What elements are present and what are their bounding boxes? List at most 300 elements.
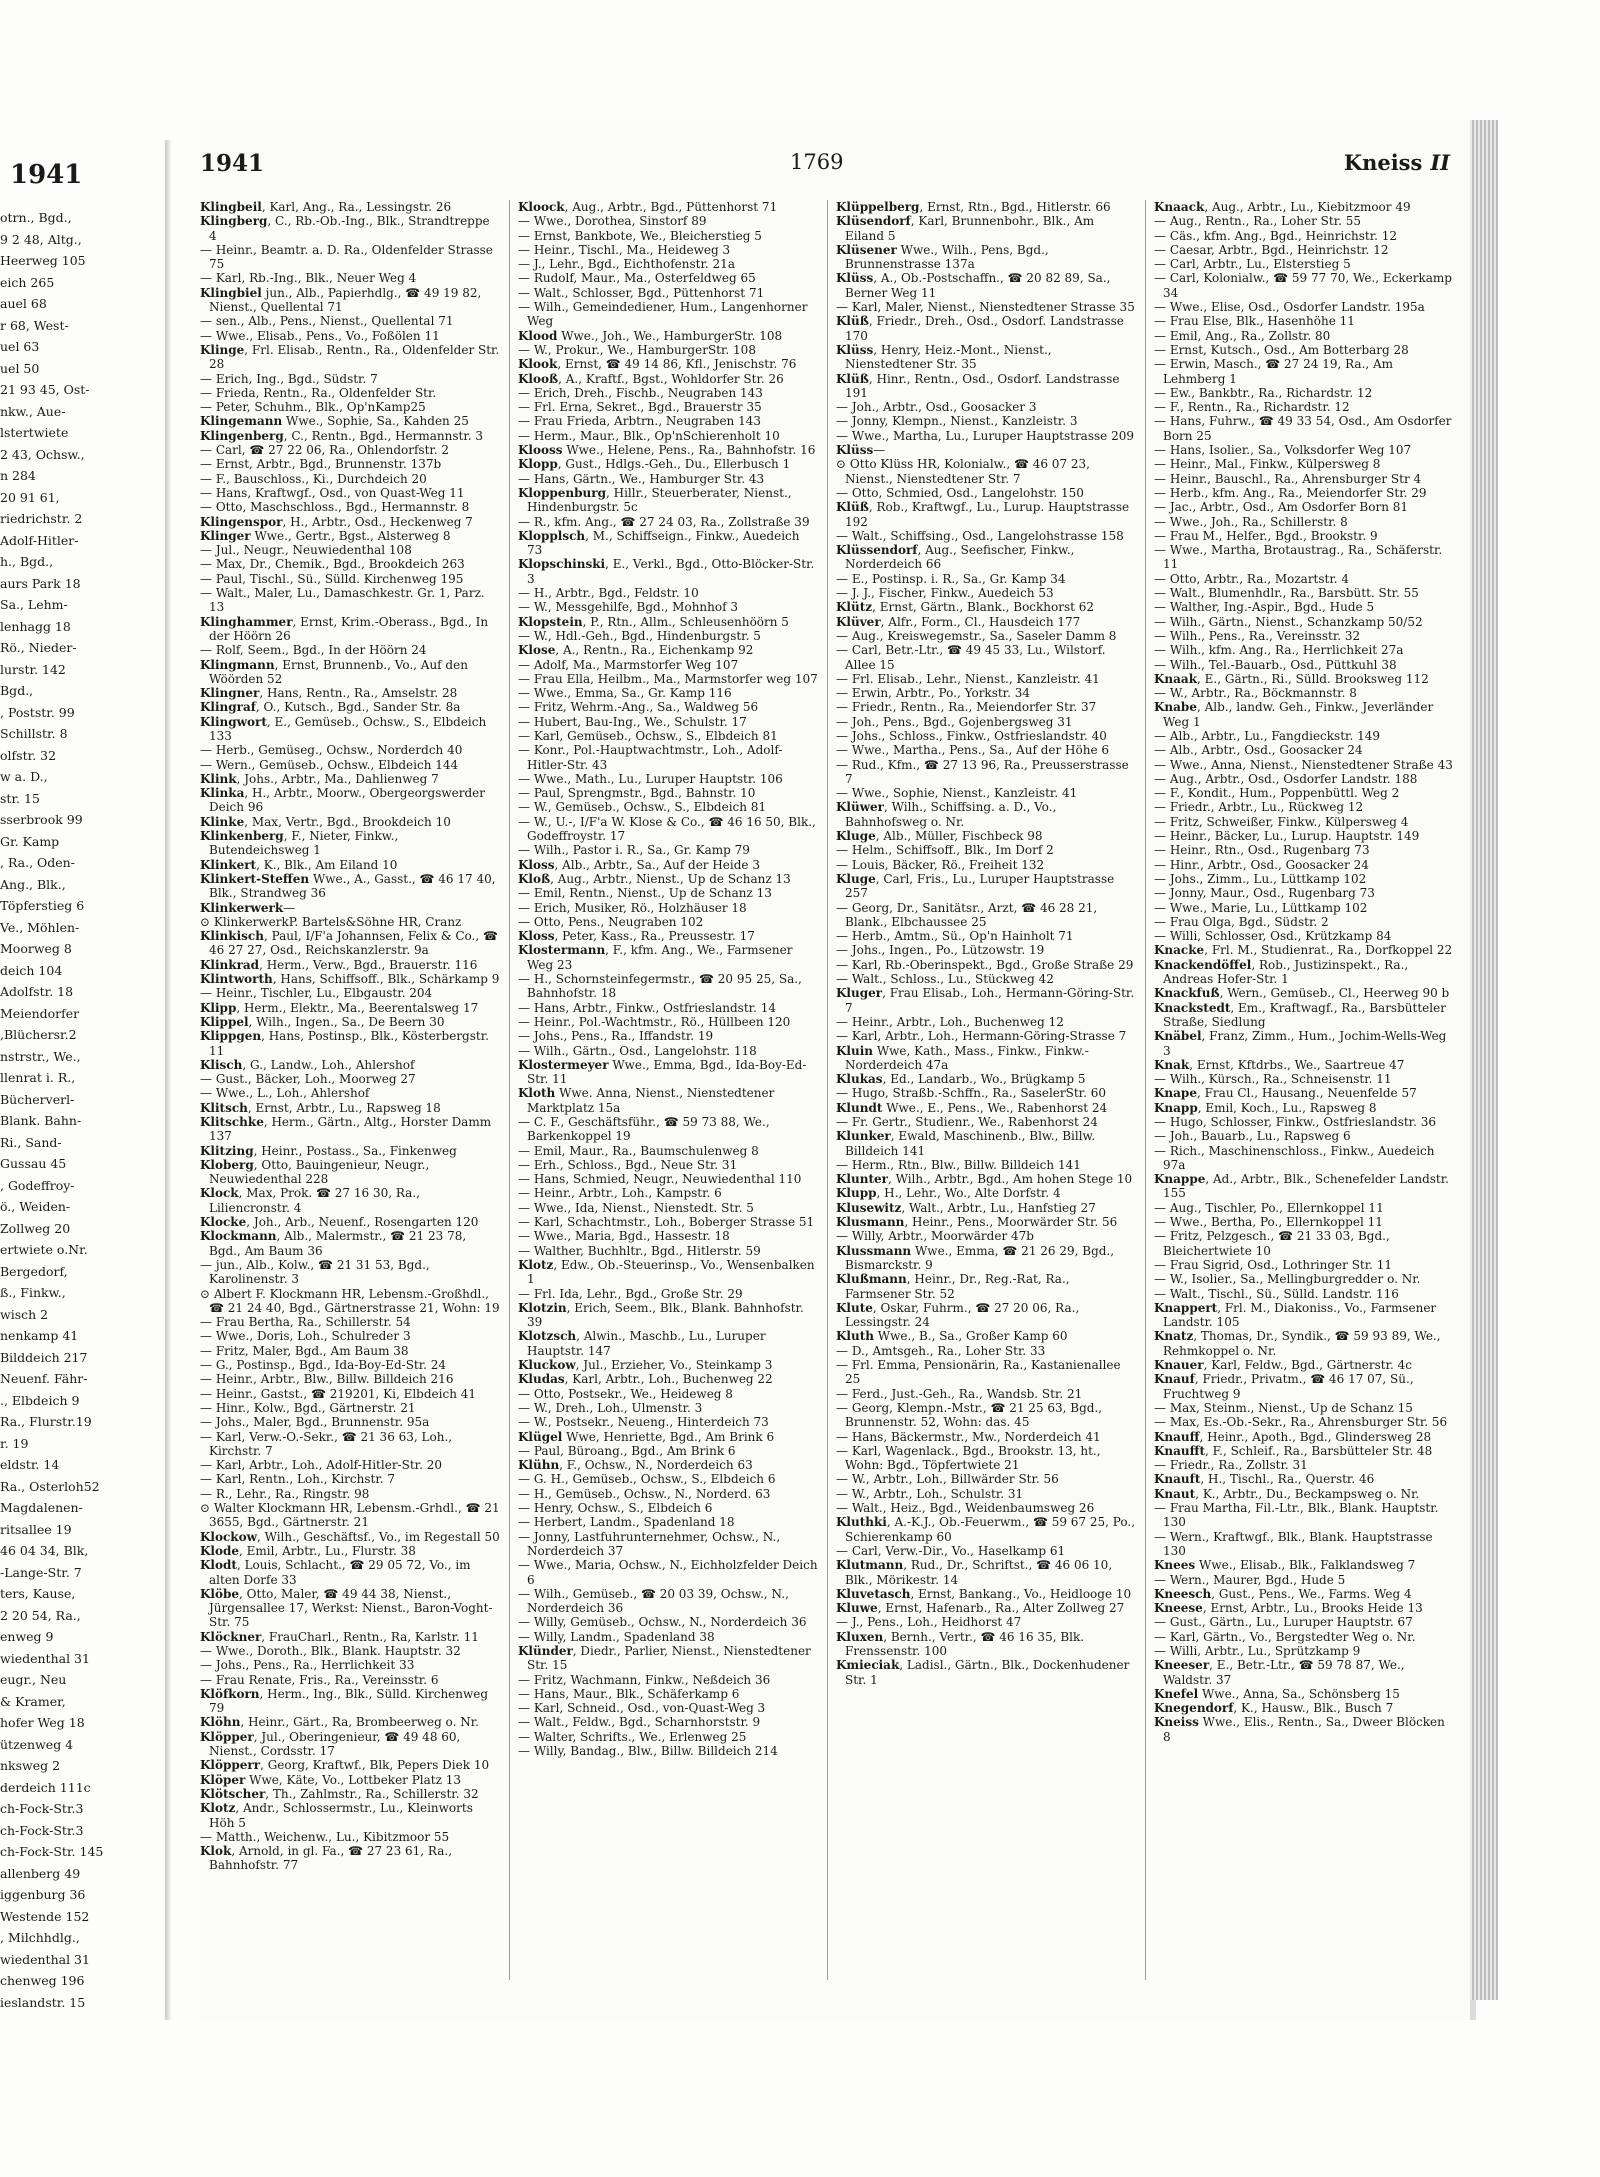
left-page-line: 20 91 61, (0, 489, 60, 505)
directory-entry (200, 1658, 500, 1672)
entry-details: , Heinr., Gärt., Ra, Brombeerweg o. Nr. (240, 1715, 479, 1730)
directory-entry (836, 572, 1136, 586)
entry-details: , Ernst, Krim.-Oberass., Bgd., In der Höörn 26 (209, 614, 489, 643)
entry-details: — Heinr., Pol.-Wachtmstr., Rö., Hüllbeen 120 (518, 1014, 791, 1029)
directory-entry (836, 1658, 1136, 1687)
directory-entry (1154, 886, 1454, 900)
left-page-line: , Ra., Oden- (0, 855, 75, 870)
left-page-line: Rö., Nieder- (0, 640, 77, 655)
left-page-line: Bergedorf, (0, 1263, 68, 1279)
entry-details: — Erich, Dreh., Fischb., Neugraben 143 (518, 385, 763, 400)
entry-surname: Klüver (836, 614, 881, 629)
directory-entry (200, 1787, 500, 1801)
entry-details: Wwe., B., Sa., Großer Kamp 60 (873, 1329, 1068, 1344)
directory-entry (200, 1487, 500, 1501)
entry-details: , FrauCharl., Rentn., Ra, Karlstr. 11 (261, 1629, 479, 1644)
entry-details: , Th., Zahlmstr., Ra., Schillerstr. 32 (265, 1786, 479, 1801)
directory-entry (200, 643, 500, 657)
directory-entry (518, 1329, 818, 1358)
entry-details: — Karl, Rb.-Oberinspekt., Bgd., Große Straße 29 (836, 957, 1134, 972)
left-page-line: n 284 (0, 468, 36, 483)
directory-entry (1154, 515, 1454, 529)
entry-details: — Hinr., Arbtr., Osd., Goosacker 24 (1154, 857, 1369, 872)
directory-entry (200, 386, 500, 400)
entry-details: — Frau M., Helfer., Bgd., Brookstr. 9 (1154, 528, 1378, 543)
directory-entry (518, 943, 818, 972)
directory-entry (200, 429, 500, 443)
entry-details: , Frl. Elisab., Rentn., Ra., Oldenfelder Str. 28 (209, 342, 500, 372)
entry-details: , Joh., Arb., Neuenf., Rosengarten 120 (246, 1215, 479, 1230)
directory-entry (1154, 1615, 1454, 1629)
entry-details: — Georg, Klempn.-Mstr., ☎ 21 25 63, Bgd., Brunnenstr. 52, Wohn: das. 45 (836, 1400, 1103, 1430)
entry-details: , F., Nieter, Finkw., Butendeichsweg 1 (209, 829, 399, 858)
directory-entry (1154, 915, 1454, 929)
entry-details: , Herm., Verw., Bgd., Brauerstr. 116 (259, 957, 478, 972)
directory-entry (518, 400, 818, 414)
entry-details: — Heinr., Rtn., Osd., Rugenbarg 73 (1154, 843, 1370, 858)
directory-entry (200, 1158, 500, 1187)
entry-surname: Knappe (1154, 1172, 1206, 1187)
entry-surname: Knegendorf (1154, 1701, 1234, 1716)
directory-entry (518, 1715, 818, 1729)
entry-details: , Herm., Gärtn., Altg., Horster Damm 137 (209, 1115, 492, 1144)
left-page-line: ch-Fock-Str.3 (0, 1801, 84, 1816)
directory-entry (518, 815, 818, 844)
directory-entry (518, 1044, 818, 1058)
entry-details: — Frau Sigrid, Osd., Lothringer Str. 11 (1154, 1257, 1393, 1272)
entry-surname: Klotzsch (518, 1329, 577, 1344)
entry-details: — Willy, Arbtr., Moorwärder 47b (836, 1229, 1034, 1244)
entry-surname: Klinkerwerk (200, 900, 284, 915)
entry-details: — Wilh., Pastor i. R., Sa., Gr. Kamp 79 (518, 843, 750, 858)
left-page-line: 2 43, Ochsw., (0, 446, 85, 462)
directory-entry (1154, 543, 1454, 572)
directory-entry (1154, 858, 1454, 872)
directory-entry (1154, 200, 1454, 214)
entry-details: — W., Prokur., We., HamburgerStr. 108 (518, 342, 756, 357)
entry-details: Wwe., E., Pens., We., Rabenhorst 24 (882, 1100, 1108, 1115)
directory-entry (200, 1415, 500, 1429)
entry-surname: Knaut (1154, 1486, 1196, 1501)
directory-entry (200, 1644, 500, 1658)
entry-details: — Ew., Bankbtr., Ra., Richardstr. 12 (1154, 385, 1373, 400)
left-page-line: Bilddeich 217 (0, 1349, 88, 1365)
directory-entry (1154, 1487, 1454, 1501)
directory-entry (518, 715, 818, 729)
entry-details: — Wilh., Gärtn., Nienst., Schanzkamp 50/52 (1154, 614, 1423, 629)
left-page-line: w a. D., (0, 769, 48, 784)
directory-entry (836, 1172, 1136, 1186)
left-page-line: lstertwiete (0, 425, 69, 440)
entry-details: , Ernst, Bankang., Vo., Heidlooge 10 (910, 1586, 1132, 1601)
directory-entry (1154, 271, 1454, 300)
directory-entry (518, 901, 818, 915)
entry-details: — Walt., Schiffsing., Osd., Langelohstrasse 158 (836, 528, 1124, 543)
entry-details: — Wwe., Maria, Ochsw., N., Eichholzfelder Deich 6 (518, 1558, 818, 1587)
entry-details: , Alb., landw. Geh., Finkw., Jeverländer Weg 1 (1163, 700, 1434, 729)
entry-details: — Wilh., Tel.-Bauarb., Osd., Püttkuhl 38 (1154, 657, 1397, 672)
directory-entry (200, 1544, 500, 1558)
entry-details: — Rud., Kfm., ☎ 27 13 96, Ra., Preusserstrasse 7 (836, 757, 1129, 786)
left-page-line: h., Bgd., (0, 554, 54, 569)
entry-surname: Kluge (836, 871, 876, 886)
directory-entry (1154, 1372, 1454, 1401)
directory-entry (1154, 300, 1454, 314)
entry-details: — Wwe., Doroth., Blk., Blank. Hauptstr. 32 (200, 1643, 461, 1658)
entry-details: — Herm., Maur., Blk., Op'nSchierenholt 10 (518, 428, 780, 443)
left-page-line: ch-Fock-Str. 145 (0, 1844, 104, 1859)
entry-surname: Knackstedt (1154, 1000, 1231, 1015)
directory-entry (518, 414, 818, 428)
entry-details: ⊙ Otto Klüss HR, Kolonialw., ☎ 46 07 23, Nienst., Nienstedtener Str. 7 (836, 457, 1090, 486)
directory-entry (836, 715, 1136, 729)
entry-details: , Ad., Arbtr., Blk., Schenefelder Landstr. 155 (1163, 1172, 1449, 1201)
directory-entry (200, 1258, 500, 1287)
entry-details: — Rudolf, Maur., Ma., Osterfeldweg 65 (518, 271, 756, 286)
entry-details: — Heinr., Beamtr. a. D. Ra., Oldenfelder Strasse 75 (200, 242, 493, 272)
directory-entry (1154, 1058, 1454, 1072)
entry-details: , Alb., Malermstr., ☎ 21 23 78, Bgd., Am Baum 36 (209, 1229, 467, 1258)
entry-details: — Max, Steinm., Nienst., Up de Schanz 15 (1154, 1400, 1413, 1415)
directory-entry (1154, 472, 1454, 486)
directory-entry (200, 686, 500, 700)
entry-details: Wwe., Sophie, Sa., Kahden 25 (282, 414, 469, 429)
directory-entry (1154, 1530, 1454, 1559)
entry-details: — Heinr., Tischler, Lu., Elbgaustr. 204 (200, 986, 433, 1001)
entry-details: — Wwe., L., Loh., Ahlershof (200, 1086, 370, 1101)
column-divider (1145, 200, 1146, 1980)
entry-surname: Knefel (1154, 1686, 1199, 1701)
entry-details: — F., Rentn., Ra., Richardstr. 12 (1154, 400, 1350, 415)
left-page-line: 46 04 34, Blk, (0, 1543, 89, 1558)
left-page-line: str. 15 (0, 790, 40, 806)
entry-details: — Aug., Arbtr., Osd., Osdorfer Landstr. 188 (1154, 771, 1418, 786)
directory-entry (1154, 500, 1454, 514)
entry-details: — Johs., Zimm., Lu., Lüttkamp 102 (1154, 871, 1367, 886)
directory-entry (1154, 800, 1454, 814)
directory-entry (1154, 357, 1454, 386)
header-year: 1941 (200, 150, 265, 177)
entry-surname: Klose (518, 643, 556, 658)
directory-entry (1154, 1658, 1454, 1687)
directory-entry (518, 1587, 818, 1616)
directory-entry (200, 243, 500, 272)
entry-surname: Klusmann (836, 1215, 905, 1230)
directory-entry (836, 1072, 1136, 1086)
left-page-line: aurs Park 18 (0, 575, 81, 591)
entry-details: , C., Rentn., Bgd., Hermannstr. 3 (283, 428, 484, 443)
entry-details: , Gust., Pens., We., Farms. Weg 4 (1211, 1586, 1412, 1601)
directory-entry (836, 1186, 1136, 1200)
directory-entry (200, 500, 500, 514)
directory-entry (518, 1229, 818, 1243)
directory-entry (200, 1758, 500, 1772)
entry-details: — Friedr., Arbtr., Lu., Rückweg 12 (1154, 800, 1364, 815)
directory-entry (1154, 1144, 1454, 1173)
entry-details: — W., Isolier., Sa., Mellingburgredder o. Nr. (1154, 1272, 1421, 1287)
directory-entry (836, 1086, 1136, 1100)
entry-details: — Karl, Wagenlack., Bgd., Brookstr. 13, ht., Wohn: Bgd., Töpfertwiete 21 (836, 1443, 1101, 1473)
entry-details: , Erich, Seem., Blk., Blank. Bahnhofstr. 39 (527, 1300, 804, 1330)
entry-details: — Otto, Schmied, Osd., Langelohstr. 150 (836, 485, 1084, 500)
directory-entry (518, 1472, 818, 1486)
left-page-line: -Lange-Str. 7 (0, 1564, 82, 1580)
directory-entry (1154, 1630, 1454, 1644)
entry-surname: Kluckow (518, 1358, 576, 1373)
directory-entry (518, 1687, 818, 1701)
entry-details: — Ernst, Kutsch., Osd., Am Botterbarg 28 (1154, 342, 1409, 357)
directory-entry (836, 758, 1136, 787)
entry-details: — Louis, Bäcker, Rö., Freiheit 132 (836, 857, 1045, 872)
left-page-line: Ang., Blk., (0, 876, 66, 892)
entry-surname: Klook (518, 357, 558, 372)
directory-entry (1154, 1472, 1454, 1486)
directory-entry (1154, 1573, 1454, 1587)
entry-details: — Karl, Maler, Nienst., Nienstedtener Strasse 35 (836, 300, 1135, 315)
entry-details: — Willy, Landm., Spadenland 38 (518, 1629, 715, 1644)
directory-entry (518, 700, 818, 714)
directory-entry (1154, 615, 1454, 629)
entry-details: — Erwin, Masch., ☎ 27 24 19, Ra., Am Lehmberg 1 (1154, 357, 1394, 386)
entry-surname: Klinkenberg (200, 829, 284, 844)
entry-surname: Kluge (836, 829, 876, 844)
directory-entry (836, 243, 1136, 272)
entry-details: , Aug., Arbtr., Bgd., Püttenhorst 71 (564, 200, 778, 214)
entry-details: — Paul, Tischl., Sü., Sülld. Kirchenweg 195 (200, 571, 464, 586)
directory-entry (1154, 572, 1454, 586)
entry-details: — Hans, Fuhrw., ☎ 49 33 54, Osd., Am Osdorfer Born 25 (1154, 414, 1452, 443)
entry-surname: Klingmann (200, 657, 275, 672)
directory-entry (518, 486, 818, 515)
left-page-line: Ra., Flurstr.19 (0, 1414, 92, 1429)
directory-entry (1154, 1415, 1454, 1429)
left-page-line: Blank. Bahn- (0, 1113, 82, 1128)
entry-details: , F., Schleif., Ra., Barsbütteler Str. 48 (1205, 1443, 1433, 1458)
entry-surname: Knaufft (1154, 1443, 1206, 1458)
entry-surname: Klitsch (200, 1100, 248, 1115)
entry-details: — (283, 900, 296, 915)
directory-entry (200, 1530, 500, 1544)
directory-entry (518, 1701, 818, 1715)
directory-entry (518, 1244, 818, 1258)
directory-entry (836, 214, 1136, 243)
entry-details: , H., Tischl., Ra., Querstr. 46 (1200, 1472, 1375, 1487)
left-page-line: Meiendorfer (0, 1005, 80, 1021)
directory-entry (836, 843, 1136, 857)
entry-details: — Hans, Maur., Blk., Schäferkamp 6 (518, 1686, 740, 1701)
entry-surname: Kluthki (836, 1515, 887, 1530)
left-page-line: ö., Weiden- (0, 1199, 71, 1214)
entry-surname: Klinge (200, 342, 245, 357)
entry-surname: Kneiss (1154, 1715, 1199, 1730)
directory-entry (1154, 829, 1454, 843)
entry-details: Wwe., Gertr., Bgst., Alsterweg 8 (250, 528, 451, 543)
entry-details: — Frieda, Rentn., Ra., Oldenfelder Str. (200, 385, 437, 400)
entry-details: — R., Lehr., Ra., Ringstr. 98 (200, 1486, 370, 1501)
directory-entry (836, 1229, 1136, 1243)
directory-entry (518, 1615, 818, 1629)
entry-details: — Fritz, Pelzgesch., ☎ 21 33 03, Bgd., Bleichertwiete 10 (1154, 1229, 1390, 1258)
entry-details: , Hans, Schiffsoff., Blk., Schärkamp 9 (272, 972, 500, 987)
left-page-line: auel 68 (0, 296, 47, 311)
entry-details: Wwe., Anna, Sa., Schönsberg 15 (1198, 1686, 1400, 1701)
directory-entry (518, 1387, 818, 1401)
entry-details: — Fritz, Wehrm.-Ang., Sa., Waldweg 56 (518, 700, 759, 715)
left-page-line: Ri., Sand- (0, 1134, 62, 1150)
entry-surname: Klotz (518, 1257, 554, 1272)
entry-surname: Knabe (1154, 700, 1197, 715)
directory-entry (1154, 1587, 1454, 1601)
left-page-line: , Milchhdlg., (0, 1930, 80, 1945)
entry-details: — C. F., Geschäftsführ., ☎ 59 73 88, We., Barkenkoppel 19 (518, 1115, 770, 1144)
directory-entry (836, 1158, 1136, 1172)
entry-details: — Max, Es.-Ob.-Sekr., Ra., Ahrensburger Str. 56 (1154, 1415, 1448, 1430)
entry-details: — Carl, Betr.-Ltr., ☎ 49 45 33, Lu., Wilstorf. Allee 15 (836, 643, 1106, 672)
entry-details: , Ernst, ☎ 49 14 86, Kfl., Jenischstr. 76 (557, 357, 797, 372)
directory-entry (518, 743, 818, 772)
directory-entry (1154, 872, 1454, 886)
left-page-line: riedrichstr. 2 (0, 511, 83, 526)
entry-details: , Ed., Landarb., Wo., Brügkamp 5 (882, 1072, 1086, 1087)
directory-entry (200, 1458, 500, 1472)
directory-entry (200, 1430, 500, 1459)
entry-details: — Herm., Rtn., Blw., Billw. Billdeich 141 (836, 1157, 1081, 1172)
entry-surname: Klöfkorn (200, 1686, 260, 1701)
directory-entry (1154, 600, 1454, 614)
left-page-line: allenberg 49 (0, 1865, 81, 1881)
entry-details: , A., Rentn., Ra., Eichenkamp 92 (555, 643, 754, 658)
entry-surname: Klostermeyer (518, 1057, 609, 1072)
entry-details: jun., Alb., Papierhdlg., ☎ 49 19 82, Nienst., Quellental 71 (209, 285, 482, 315)
left-page-line: nenkamp 41 (0, 1328, 79, 1343)
entry-surname: Klukas (836, 1072, 883, 1087)
directory-entry (200, 1587, 500, 1630)
entry-details: — Jonny, Maur., Osd., Rugenbarg 73 (1154, 886, 1375, 901)
directory-entry (1154, 815, 1454, 829)
entry-details: , Ernst, Kftdrbs., We., Saartreue 47 (1189, 1057, 1405, 1072)
entry-details: — Willi, Schlosser, Osd., Krützkamp 84 (1154, 929, 1392, 944)
entry-details: Wwe., Joh., We., HamburgerStr. 108 (557, 328, 783, 343)
entry-details: — Johs., Schloss., Finkw., Ostfrieslandstr. 40 (836, 728, 1107, 743)
directory-entry (836, 858, 1136, 872)
directory-entry (200, 658, 500, 687)
directory-entry (200, 901, 500, 915)
directory-entry (1154, 1001, 1454, 1030)
directory-entry (200, 700, 500, 714)
entry-details: — W., U.-, I/F'a W. Klose & Co., ☎ 46 16 50, Blk., Godeffroystr. 17 (518, 814, 816, 844)
left-page-line: r. 19 (0, 1435, 29, 1451)
entry-details: , Ernst, Hafenarb., Ra., Alter Zollweg 27 (877, 1601, 1125, 1616)
entry-details: — Aug., Rentn., Ra., Loher Str. 55 (1154, 214, 1362, 229)
entry-details: , Karl, Brunnenbohr., Blk., Am Eiland 5 (845, 214, 1095, 243)
entry-details: — Karl, Arbtr., Loh., Hermann-Göring-Strasse 7 (836, 1029, 1127, 1044)
entry-details: , Thomas, Dr., Syndik., ☎ 59 93 89, We., Rehmkoppel o. Nr. (1163, 1329, 1441, 1358)
left-page-line: nksweg 2 (0, 1758, 61, 1773)
directory-entry (518, 372, 818, 386)
entry-surname: Kloss (518, 929, 555, 944)
directory-entry (200, 1186, 500, 1215)
entry-surname: Klügel (518, 1429, 563, 1444)
left-page-line: Neuenf. Fähr- (0, 1371, 88, 1386)
left-page-line: ertwiete o.Nr. (0, 1242, 88, 1257)
entry-details: — Frau Olga, Bgd., Südstr. 2 (1154, 914, 1329, 929)
entry-surname: Klöpper (200, 1729, 254, 1744)
entry-details: — Otto, Postsekr., We., Heideweg 8 (518, 1386, 733, 1401)
directory-entry (1154, 1129, 1454, 1143)
entry-details: ⊙ Walter Klockmann HR, Lebensm.-Grhdl., ☎ 21 3655, Bgd., Gärtnerstr. 21 (200, 1501, 500, 1530)
entry-details: — J., Lehr., Bgd., Eichthofenstr. 21a (518, 257, 735, 272)
directory-entry (518, 1730, 818, 1744)
left-page-line: ,Blüchersr.2 (0, 1027, 77, 1042)
entry-details: , Frau Elisab., Loh., Hermann-Göring-Str. 7 (845, 986, 1135, 1015)
directory-entry (200, 1101, 500, 1115)
entry-surname: Knappert (1154, 1300, 1218, 1315)
directory-entry (836, 615, 1136, 629)
entry-details: , Hillr., Steuerberater, Nienst., Hindenburgstr. 5c (527, 485, 792, 515)
entry-surname: Klute (836, 1300, 873, 1315)
entry-details: — Henry, Ochsw., S., Elbdeich 6 (518, 1501, 713, 1516)
entry-surname: Klußmann (836, 1272, 907, 1287)
directory-entry (836, 1501, 1136, 1515)
entry-surname: Klöhn (200, 1715, 241, 1730)
directory-entry (836, 929, 1136, 943)
entry-surname: Klüß (836, 314, 869, 329)
left-page-line: derdeich 111c (0, 1779, 91, 1795)
entry-details: — Wwe., Martha, Lu., Luruper Hauptstrasse 209 (836, 428, 1134, 443)
directory-entry (200, 1315, 500, 1329)
entry-details: , Wilh., Schiffsing. a. D., Vo., Bahnhofsweg o. Nr. (845, 800, 1057, 829)
directory-entry (200, 271, 500, 285)
entry-details: — W., Postsekr., Neueng., Hinterdeich 73 (518, 1415, 769, 1430)
directory-entry (518, 243, 818, 257)
entry-details: , Heinr., Pens., Moorwärder Str. 56 (904, 1215, 1118, 1230)
entry-details: — W., Gemüseb., Ochsw., S., Elbdeich 81 (518, 800, 767, 815)
entry-details: — Wwe., Martha., Pens., Sa., Auf der Höhe 6 (836, 743, 1110, 758)
page-edge (1470, 120, 1498, 2000)
column-2 (518, 200, 818, 2000)
entry-details: — sen., Alb., Pens., Nienst., Quellental 71 (200, 314, 454, 329)
directory-entry (1154, 786, 1454, 800)
directory-entry (518, 1029, 818, 1043)
entry-details: — Alb., Arbtr., Osd., Goosacker 24 (1154, 743, 1363, 758)
entry-surname: Klinghammer (200, 614, 293, 629)
entry-surname: Klünder (518, 1643, 573, 1658)
entry-details: — Joh., Bauarb., Lu., Rapsweg 6 (1154, 1129, 1351, 1144)
directory-entry (518, 1430, 818, 1444)
entry-details: — Wwe., Sophie, Nienst., Kanzleistr. 41 (836, 786, 1078, 801)
directory-entry (1154, 529, 1454, 543)
entry-surname: Klüsener (836, 242, 897, 257)
directory-entry (836, 1272, 1136, 1301)
directory-entry (836, 1544, 1136, 1558)
entry-details: — Konr., Pol.-Hauptwachtmstr., Loh., Adolf-Hitler-Str. 43 (518, 743, 783, 772)
entry-details: — Otto, Arbtr., Ra., Mozartstr. 4 (1154, 571, 1350, 586)
entry-surname: Klundt (836, 1100, 883, 1115)
left-page-line: enweg 9 (0, 1629, 54, 1644)
entry-details: — W., Arbtr., Loh., Schulstr. 31 (836, 1486, 1024, 1501)
directory-entry (518, 1201, 818, 1215)
entry-details: , E., Betr.-Ltr., ☎ 59 78 87, We., Waldstr. 37 (1163, 1658, 1405, 1687)
directory-entry (200, 343, 500, 372)
entry-surname: Klingner (200, 686, 260, 701)
entry-details: — Wwe., Anna, Nienst., Nienstedtener Straße 43 (1154, 757, 1453, 772)
left-page-line: ß., Finkw., (0, 1285, 66, 1300)
entry-details: — Hans, Gärtn., We., Hamburger Str. 43 (518, 471, 765, 486)
entry-surname: Klode (200, 1543, 240, 1558)
entry-details: — Georg, Dr., Sanitätsr., Arzt, ☎ 46 28 21, Blank., Elbchaussee 25 (836, 900, 1098, 929)
entry-details: , Paul, I/F'a Johannsen, Felix & Co., ☎ 46 27 27, Osd., Reichskanzlerstr. 9a (209, 929, 498, 958)
entry-surname: Kluxen (836, 1629, 884, 1644)
